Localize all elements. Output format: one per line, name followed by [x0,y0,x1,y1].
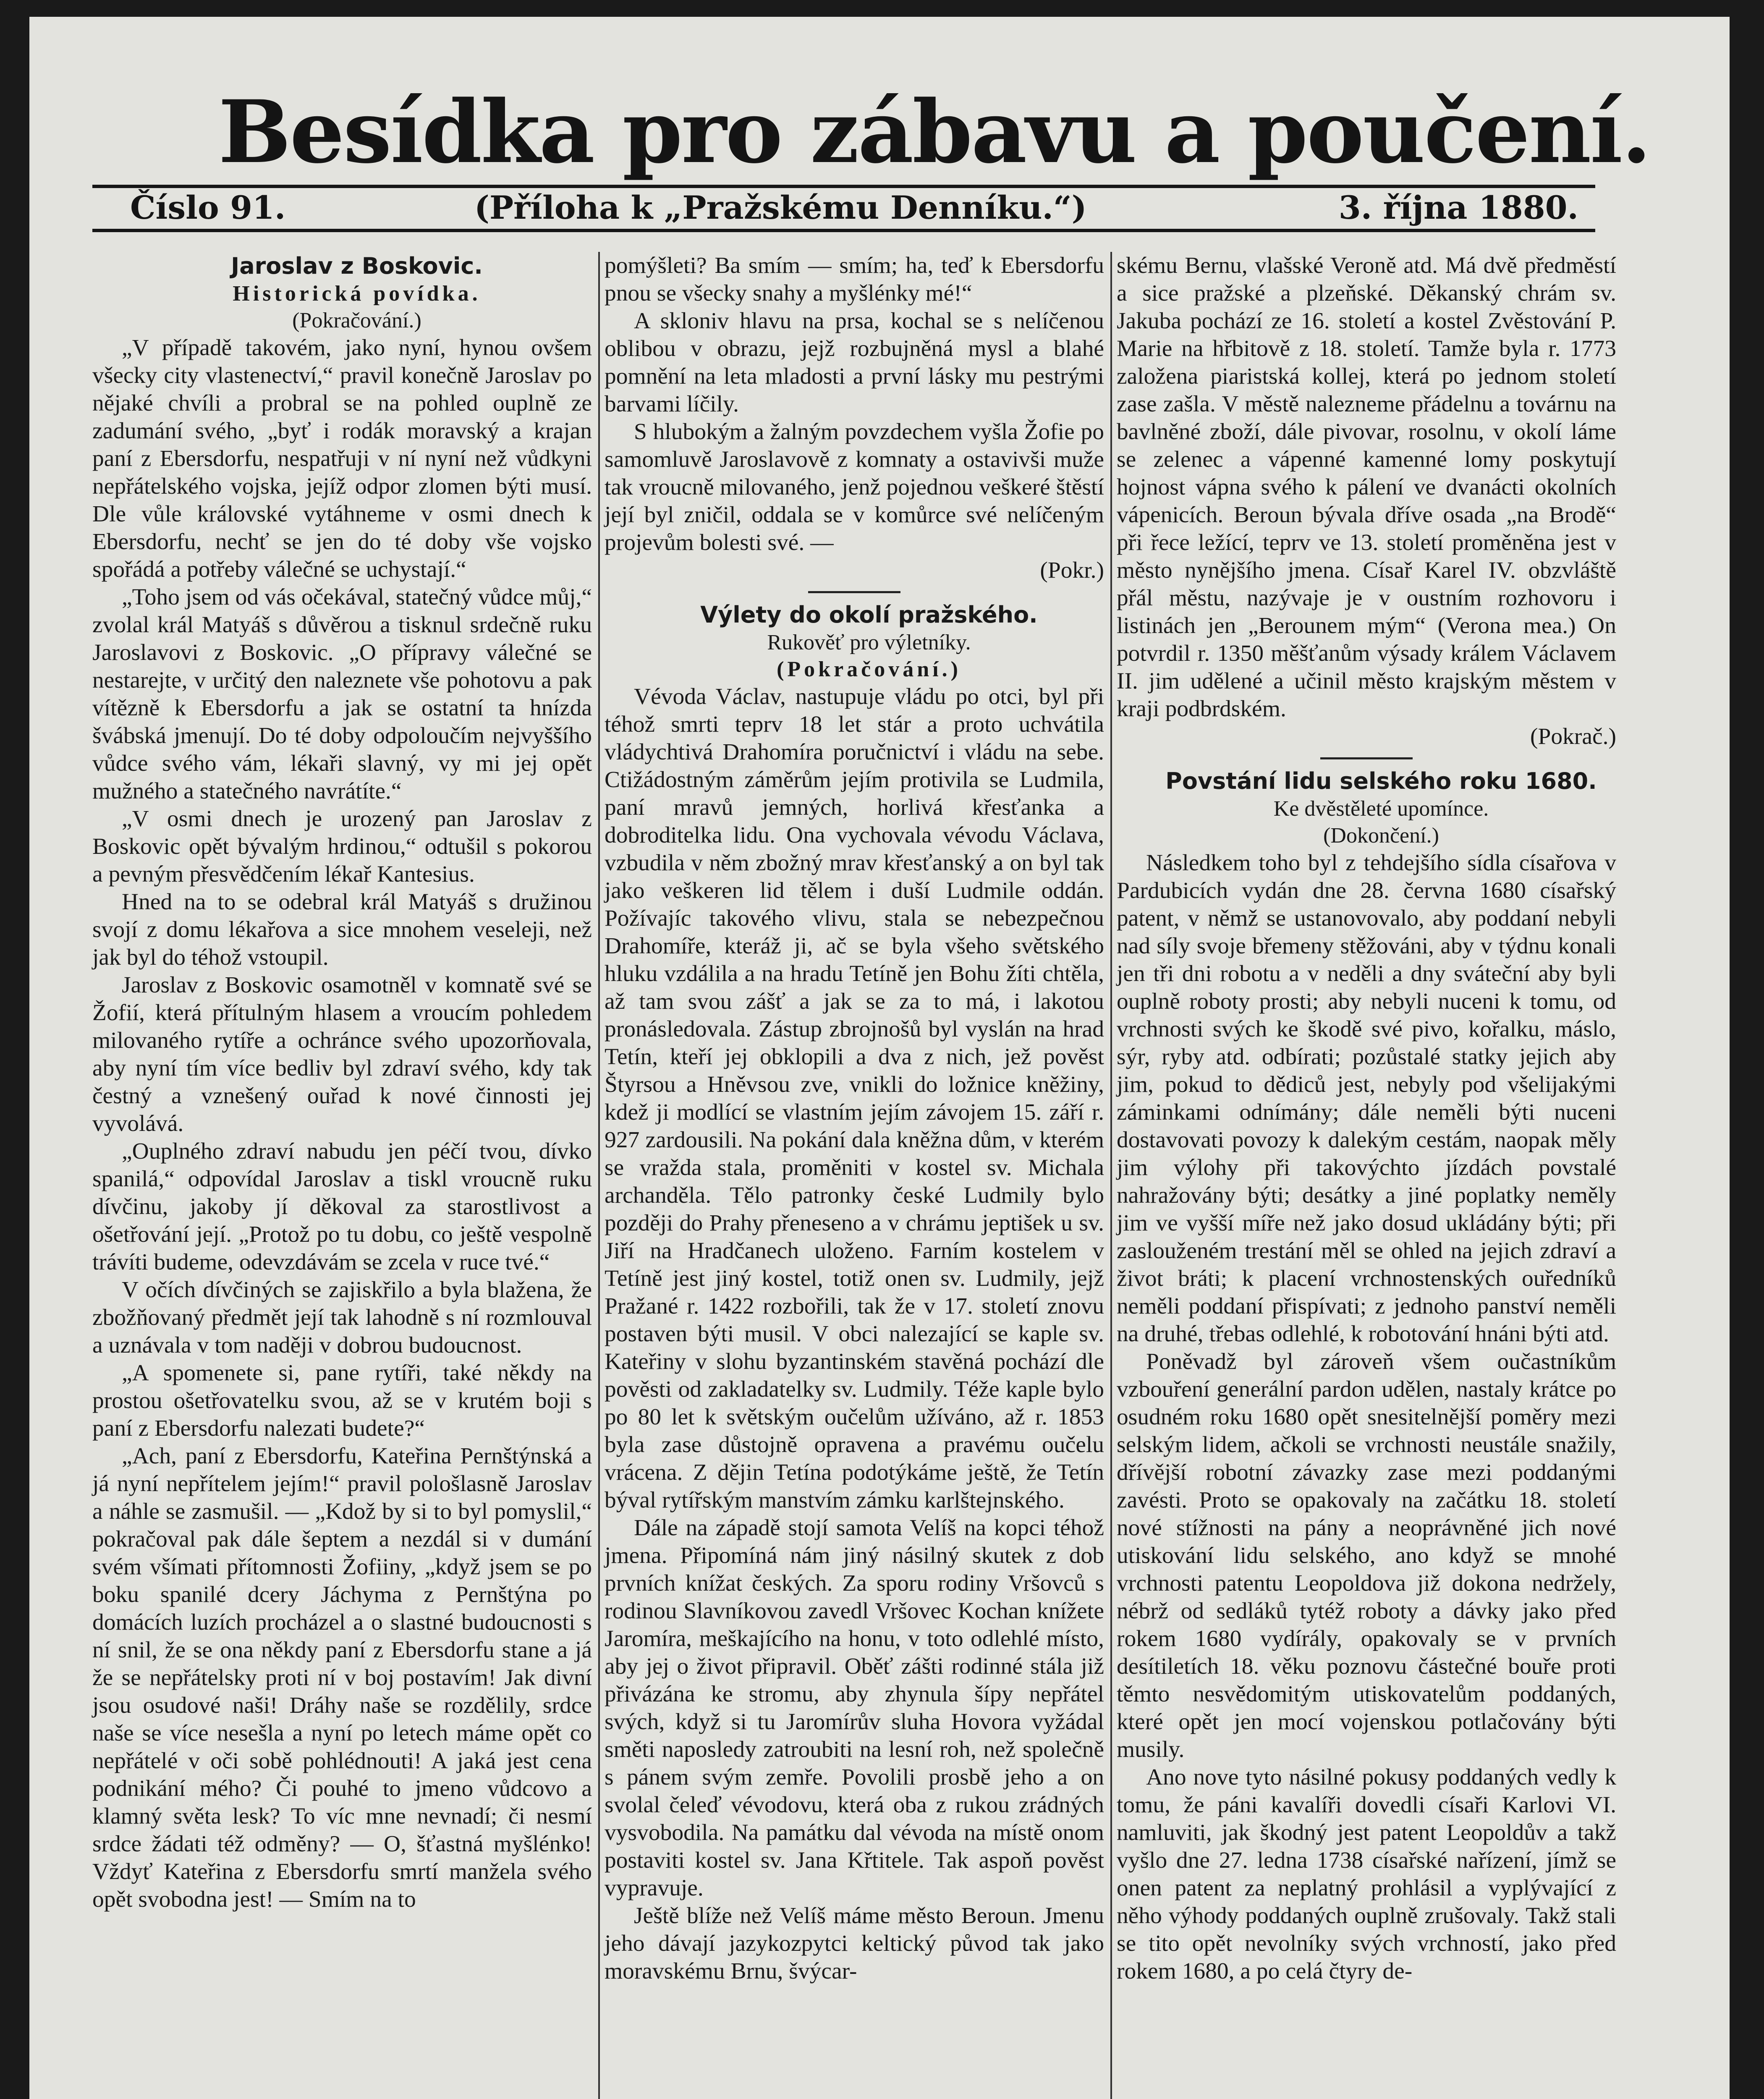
paragraph: Ano nove tyto násilné pokusy poddaných vedly k tomu, že páni kavalíři dovedli císaři Karlovi VI. namluviti, jak škodný jest patent Leopoldův a takž vyšlo dne 27. ledna 1738 císařské nařízení, jímž se onen patent za neplatný prohlásil a vyplývající z něho výhody poddaných ouplně zrušovaly. Takž stali se tito opět nevolníky svých vrchností, jako před rokem 1680, a po celá čtyry de- [1117,1764,1616,1984]
paragraph: V očích dívčiných se zajiskřilo a byla blažena, že zbožňovaný předmět její tak lahodně s ní rozmlouval a uznávala v tom naději v dobrou budoucnost. [92,1277,592,1358]
paragraph: Následkem toho byl z tehdejšího sídla císařova v Pardubicích vydán dne 28. června 1680 císařský patent, v němž se ustanovovalo, aby poddaní nebyli nad síly svoje břemeny stěžováni, aby v týdnu konali jen tři dni robotu a v neděli a dny sváteční aby byli ouplně roboty prosti; aby nebyli nuceni k tomu, od vrchnosti svých ke škodě své pivo, kořalku, máslo, sýr, ryby atd. odbírati; pozůstalé statky jejich aby jim, pokud to dědiců jest, nebyly pod všelijakými záminkami odnímány; dále neměli býti nuceni dostavovati povozy k dalekým cestám, naopak měly jim výlohy při takovýchto jízdách povstalé nahražovány býti; desátky a jiné poplatky neměly jim ve vyšší míře než jako dosud ukládány býti; při zaslouženém trestání měl se ohled na jejich zdraví a život bráti; k placení vrchnostenských ouředníků neměli poddaní přispívati; z jednoho panství neměli na druhé, třebas odlehlé, k robotování hnáni býti atd. [1117,850,1616,1347]
paragraph: Ještě blíže než Velíš máme město Beroun. Jmenu jeho dávají jazykozpytci keltický původ tak jako moravskému Brnu, švýcar- [605,1903,1104,1984]
paragraph: A skloniv hlavu na prsa, kochal se s nelíčenou oblibou v obrazu, jejž rozbujněná mysl a blahé pomnění na leta mladosti a první lásky mu pestrými barvami líčily. [605,308,1104,417]
article-title-jaroslav: Jaroslav z Boskovic. [231,253,483,279]
article-title-povstani: Povstání lidu selského roku 1680. [1165,768,1597,794]
article-separator [808,591,900,593]
column-1 [92,252,592,1913]
paragraph: „Toho jsem od vás očekával, statečný vůdce můj,“ zvolal král Matyáš s důvěrou a tisknul srdečně ruku Jaroslavovi z Boskovic. „O přípravy válečné se nestarejte, v určitý den naleznete vše pohotovu a pak vítězně k Ebersdorfu a jak se ostatní ta hnízda švábská jmenují. Do té doby odpoloučím nejvyššího vůdce svého vám, lékaři slavný, vy mi jej opět mužného a statečného navrátíte.“ [92,584,592,804]
issue-date: 3. října 1880. [1338,189,1578,226]
paragraph: Hned na to se odebral král Matyáš s družinou svojí z domu lékařova a sice mnohem veseleji, než jak byl do téhož vstoupil. [92,889,592,970]
paragraph: „V případě takovém, jako nyní, hynou ovšem všecky city vlastenectví,“ pravil konečně Jaroslav po nějaké chvíli a probral se na pohled ouplně ze zadumání svého, „byť i rodák moravský a krajan paní z Ebersdorfu, nespatřuji v ní nyní než vůdkyni nepřátelského vojska, jejíž odpor zlomen býti musí. Dle vůle královské vytáhneme v osmi dnech k Ebersdorfu, nechť se jen do té doby vše vojsko spořádá a potřeby válečné se uchystají.“ [92,335,592,582]
paragraph: Jaroslav z Boskovic osamotněl v komnatě své se Žofií, která přítulným hlasem a vroucím pohledem milovaného rytíře a ochránce svého upozorňovala, aby nyní tím více bedliv byl zdraví svého, kdy tak čestný a vznešený ouřad k nové činnosti jej vyvolává. [92,972,592,1136]
article-subtitle: Rukověť pro výletníky. [767,631,971,654]
article-title-vylety: Výlety do okolí pražského. [700,602,1038,628]
paragraph: „Ouplného zdraví nabudu jen péčí tvou, dívko spanilá,“ odpovídal Jaroslav a tiskl vroucně ruku dívčinu, jakoby jí děkoval za starostlivost a ošetřování její. „Protož po tu dobu, co ještě vespolně trávíti budeme, odevzdávám se zcela v ruce tvé.“ [92,1138,592,1275]
paragraph: „A spomenete si, pane rytíři, také někdy na prostou ošetřovatelku svou, až se v krutém boji s paní z Ebersdorfu nalezati budete?“ [92,1360,592,1441]
paragraph: S hlubokým a žalným povzdechem vyšla Žofie po samomluvě Jaroslavově z komnaty a ostavivši muže tak vroucně milovaného, jenž pojednou veškeré štěstí její byl zničil, oddala se v komůrce své nelíčeným projevům bolesti své. — [605,419,1104,555]
masthead-rule-bottom [92,229,1595,232]
continuation-note: (Dokončení.) [1323,824,1439,848]
issue-number: Číslo 91. [130,189,286,226]
continuation-sign: (Pokr.) [1040,557,1104,583]
article-subtitle: Ke dvěstěleté upomínce. [1273,797,1489,821]
article-separator [1320,757,1413,759]
column-2 [605,252,1104,1985]
masthead-infobar [92,189,1595,227]
paragraph: Poněvadž byl zároveň všem oučastníkům vzbouření generální pardon udělen, nastaly krátce po osudném roku 1680 opět snesitelnější poměry mezi selským lidem, ačkoli se vrchnosti neustále snažily, dřívější robotní závazky zase mezi poddanými zavésti. Proto se opakovaly na začátku 18. století nové stížnosti na pány a neoprávněné jich nové utiskování lidu selského, ano když se mnohé vrchnosti patentu Leopoldova již dokona nedržely, nébrž od sedláků tytéž roboty a dávky jako před rokem 1680 vydírály, opakovaly se v prvních desítiletích 18. věku poznovu částečné bouře proti těmto nesvědomitým utiskovatelům poddaných, které opět jen mocí vojenskou potlačovány býti musily. [1117,1349,1616,1762]
supplement-note: (Příloha k „Pražskému Denníku.“) [474,189,1087,226]
masthead-title: Besídka pro zábavu a poučení. [218,82,1650,183]
article-genre: Historická povídka. [233,282,481,306]
continuation-note: (Pokračování.) [777,657,961,681]
column-divider-left [598,252,600,2099]
masthead-rule-top [92,185,1595,188]
column-3 [1117,252,1616,1985]
paragraph: „Ach, paní z Ebersdorfu, Kateřina Pernštýnská a já nyní nepřítelem jejím!“ pravil pološlasně Jaroslav a náhle se zasmušil. — „Kdož by si to byl pomyslil,“ pokračoval pak dále šeptem a nezdál si v dumání svém všímati přítomnosti Žofiiny, „když jsem se po boku spanilé dcery Jáchyma z Pernštýna po domácích luzích procházel a o slastné budoucnosti s ní snil, že se ona někdy paní z Ebersdorfu stane a já že se nepřátelsky proti ní v boj postavím! Jak divní jsou osudové naši! Dráhy naše se rozdělily, srdce naše se více nesešla a nyní po letech máme opět co nepřátelé v oči sobě pohlédnouti! A jaká jest cena podnikání mého? Či pouhé to jmeno vůdcovo a klamný světa lesk? To víc mne nevnadí; či nesmí srdce žádati též odměny? — O, šťastná myšlénko! Vždyť Kateřina z Ebersdorfu smrtí manžela svého opět svobodna jest! — Smím na to [92,1443,592,1912]
paragraph: Vévoda Václav, nastupuje vládu po otci, byl při téhož smrti teprv 18 let stár a proto uchvátila vládychtivá Drahomíra poručnictví i vládu na sebe. Ctižádostným záměrům jejím protivila se Ludmila, paní mravů jemných, horlivá křesťanka a dobroditelka lidu. Ona vychovala vévodu Václava, vzbudila v něm zbožný mrav křesťanský a on byl tak jako veškeren lid tělem i duší Ludmile oddán. Požívajíc takového vlivu, stala se nebezpečnou Drahomíře, kteráž ji, ač se byla všeho světského hluku vzdálila a na hradu Tetíně jen Bohu žíti chtěla, až tam svou zášť a jak se za to má, i lakotou pronásledovala. Zástup zbrojnošů byl vyslán na hrad Tetín, kteří jej obklopili a dva z nich, jež pověst Štyrsou a Hněvsou zve, vnikli do ložnice kněžiny, kdež ji modlící se vlastním jejím závojem 15. září r. 927 zardousili. Na pokání dala kněžna dům, v kterém se vražda stala, proměniti v kostel sv. Michala archanděla. Tělo patronky české Ludmily bylo později do Prahy přeneseno a v chrámu jeptišek u sv. Jiří na Hradčanech uloženo. Farním kostelem v Tetíně jest jiný kostel, totiž onen sv. Ludmily, jejž Pražané r. 1422 rozbořili, tak že v 17. století znovu postaven býti musil. V obci nalezající se kaple sv. Kateřiny v slohu byzantinském stavěná pochází dle pověsti od zakladatelky sv. Ludmily. Téže kaple bylo po 80 let k světským oučelům užíváno, až r. 1853 byla zase důstojně opravena a pravému oučelu vrácena. Z dějin Tetína podotýkáme ještě, že Tetín býval rytířským manstvím zámku karlštejnského. [605,684,1104,1513]
paragraph: Dále na západě stojí samota Velíš na kopci téhož jmena. Připomíná nám jiný násilný skutek z dob prvních knížat českých. Za sporu rodiny Vršovců s rodinou Slavníkovou zavedl Vršovec Kochan knížete Jaromíra, meškajícího na honu, v toto odlehlé místo, aby jej o život připravil. Oběť zášti rodinné stála již přivázána ke stromu, aby zhynula šípy nepřátel svých, když si tu Jaromírův sluha Hovora vyžádal směti naposledy zatroubiti na lesní roh, než společně s pánem svým zemře. Povolili prosbě jeho a on svolal čeleď vévodovu, která oba z rukou zrádných vysvobodila. Na památku dal vévoda na místě onom postaviti kostel sv. Jana Křtitele. Tak aspoň pověst vypravuje. [605,1515,1104,1901]
column-divider-right [1110,252,1112,2099]
continuation-sign: (Pokrač.) [1530,724,1616,749]
continuation-note: (Pokračování.) [292,309,421,332]
paragraph: pomýšleti? Ba smím — smím; ha, teď k Ebersdorfu pnou se všecky snahy a myšlénky mé!“ [605,253,1104,306]
paragraph: „V osmi dnech je urozený pan Jaroslav z Boskovic opět bývalým hrdinou,“ odtušil s pokorou a pevným přesvědčením lékař Kantesius. [92,806,592,887]
paragraph: skému Bernu, vlašské Veroně atd. Má dvě předměstí a sice pražské a plzeňské. Děkanský chrám sv. Jakuba pochází ze 16. století a kostel Zvěstování P. Marie na hřbitově z 18. století. Tamže byla r. 1773 založena piaristská kollej, která po jednom století zase zašla. V městě nalezneme přádelnu a továrnu na bavlněné zboží, dále pivovar, rosolnu, v okolí láme se zelenec a vápenné kamenné lomy poskytují hojnost vápna svého k pálení ve dvanácti okolních vápenicích. Beroun bývala dříve osada „na Brodě“ při řece ležící, teprv ve 13. století proměněna jest v město nynějšího jmena. Císař Karel IV. obzvláště přál městu, nazývaje je v oustním rozhovoru i listinách jen „Berounem mým“ (Verona mea.) On potvrdil r. 1350 měšťanům výsady králem Václavem II. jim udělené a učinil město krajským městem v kraji podbrdském. [1117,253,1616,722]
